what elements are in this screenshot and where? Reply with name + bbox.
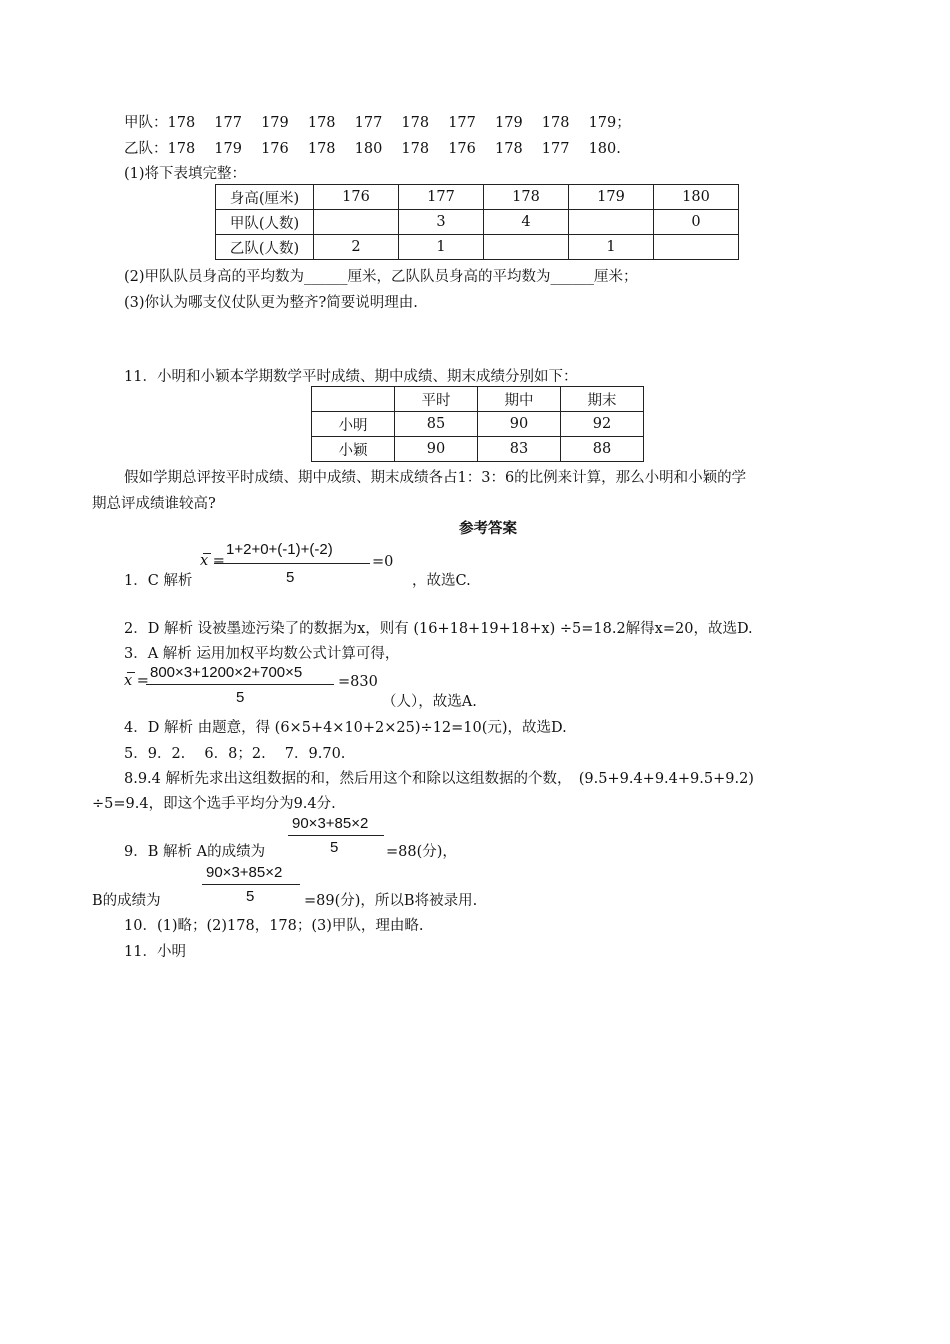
table-cell [484,235,569,260]
table-cell: 178 [484,185,569,210]
table-cell: 甲队(人数) [216,210,314,235]
question-11-intro: 11．小明和小颖本学期数学平时成绩、期中成绩、期末成绩分别如下： [124,369,578,385]
answer-3-text: 3．A 解析 运用加权平均数公式计算可得， [124,646,400,662]
table-cell: 179 [569,185,654,210]
answer-2: 2．D 解析 设被墨迹污染了的数据为x，则有 (16+18+19+18+x) ÷5=18.2解得x=20，故选D. [124,621,753,637]
table-cell: 小明 [312,412,395,437]
table-cell: 1 [569,235,654,260]
answer-11: 11．小明 [124,944,186,960]
yi-team-heights: 乙队：178 179 176 178 180 178 176 178 177 180. [124,141,621,157]
question-11-text-line2: 期总评成绩谁较高? [92,496,216,512]
table-cell: 期中 [478,387,561,412]
a9-denominator: 5 [330,839,339,856]
a1-numerator: 1+2+0+(-1)+(-2) [226,541,333,558]
table-cell: 2 [314,235,399,260]
table-row [216,210,739,235]
a3-numerator: 800×3+1200×2+700×5 [150,664,303,681]
a3-denominator: 5 [236,689,245,706]
answers-5-7: 5．9．2. 6．8；2. 7．9.70. [124,746,346,762]
answer-4: 4．D 解析 由题意，得 (6×5+4×10+2×25)÷12=10(元)，故选D. [124,720,567,736]
question-3: (3)你认为哪支仪仗队更为整齐?简要说明理由. [124,295,418,311]
height-table [215,184,739,260]
table-row [312,387,644,412]
answer-8-line2: ÷5=9.4，即这个选手平均分为9.4分. [92,796,336,812]
question-1: (1)将下表填完整： [124,166,247,182]
table-cell: 3 [399,210,484,235]
table-cell [314,210,399,235]
table-cell: 177 [399,185,484,210]
a9-numerator: 90×3+85×2 [292,815,369,832]
table-cell: 176 [314,185,399,210]
a9b-equals: =89(分)，所以B将被录用. [304,893,478,909]
jia-team-heights: 甲队：178 177 179 178 177 178 177 179 178 179； [124,115,631,131]
answer-8-line1: 8.9.4 解析先求出这组数据的和，然后用这个和除以这组数据的个数， (9.5+9.4+9.4+9.5+9.2) [124,771,754,787]
a1-label: 1．C 解析 [124,573,193,589]
answer-9-text: 9．B 解析 A的成绩为 [124,844,266,860]
table-row [216,235,739,260]
a3-fraction-bar [146,684,334,685]
table-cell: 4 [484,210,569,235]
a3-tail: （人），故选A. [382,694,477,710]
table-cell [569,210,654,235]
a9-fraction-bar [288,835,384,836]
a1-fraction-bar [214,563,370,564]
table-cell: 身高(厘米) [216,185,314,210]
table-cell [312,387,395,412]
score-table [311,386,644,462]
a1-tail: ，故选C. [412,573,471,589]
a9-equals: =88(分)， [386,844,457,860]
table-cell: 85 [395,412,478,437]
mean-bar [203,553,211,554]
table-cell: 92 [561,412,644,437]
mean-bar [127,672,135,673]
a9b-denominator: 5 [246,888,255,905]
table-row [312,437,644,462]
a1-equals: =0 [372,554,394,570]
table-row [216,185,739,210]
table-cell: 180 [654,185,739,210]
answer-9b-text: B的成绩为 [92,893,161,909]
a1-denominator: 5 [286,569,295,586]
mean-symbol: x = [124,673,149,689]
table-cell: 83 [478,437,561,462]
table-cell: 平时 [395,387,478,412]
answer-10: 10．(1)略；(2)178，178；(3)甲队，理由略. [124,918,424,934]
table-row [312,412,644,437]
a9b-numerator: 90×3+85×2 [206,864,283,881]
table-cell: 90 [395,437,478,462]
answers-title: 参考答案 [459,521,517,537]
question-11-text-line1: 假如学期总评按平时成绩、期中成绩、期末成绩各占1：3：6的比例来计算，那么小明和小颖的学 [124,470,747,486]
table-cell [654,235,739,260]
question-2: (2)甲队队员身高的平均数为______厘米，乙队队员身高的平均数为______厘米； [124,269,638,285]
a3-equals: =830 [338,674,378,690]
table-cell: 0 [654,210,739,235]
table-cell: 88 [561,437,644,462]
table-cell: 乙队(人数) [216,235,314,260]
table-cell: 期末 [561,387,644,412]
table-cell: 90 [478,412,561,437]
mean-symbol: x = [200,553,225,569]
table-cell: 小颖 [312,437,395,462]
table-cell: 1 [399,235,484,260]
a9b-fraction-bar [202,884,300,885]
